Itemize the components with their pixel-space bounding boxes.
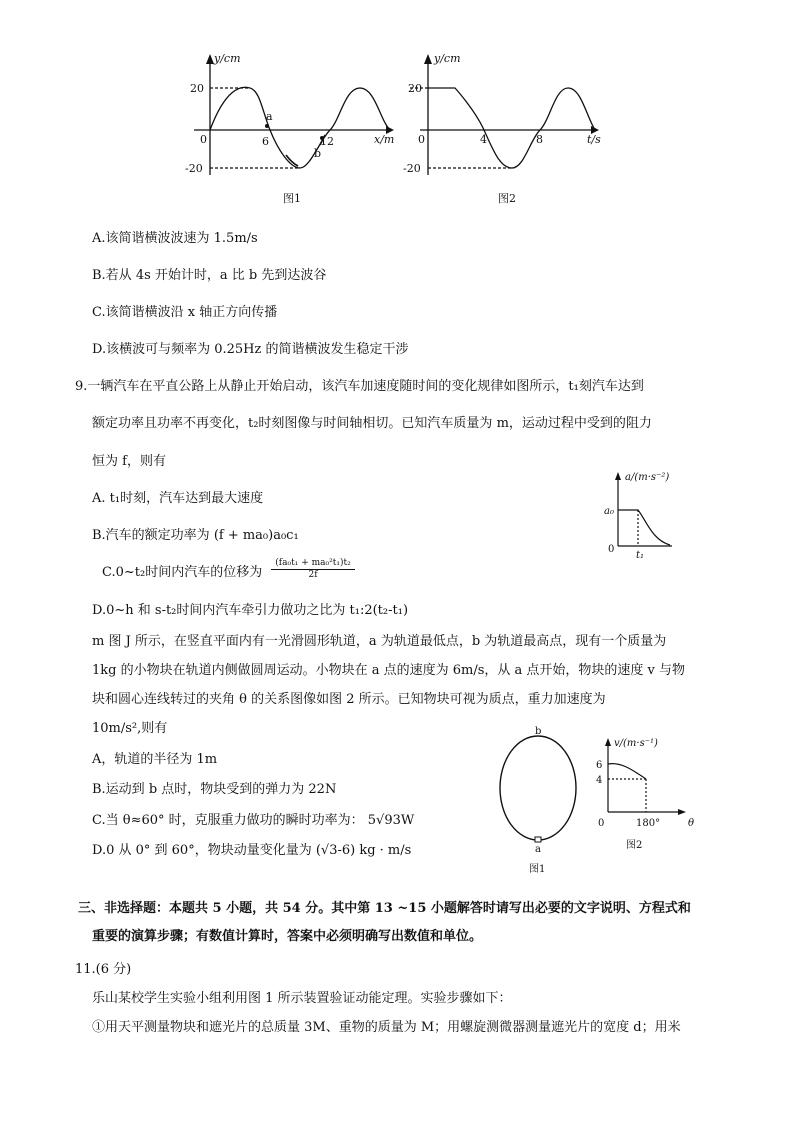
block	[535, 837, 541, 842]
fig2-caption: 图2	[498, 192, 516, 205]
point-a-dot	[265, 124, 269, 128]
a-axis-label: a/(m·s⁻²)	[625, 472, 670, 483]
point-b-label: b	[535, 726, 542, 737]
q10-stem-line4: 10m/s²,则有	[92, 721, 168, 736]
wave-graph-fig1	[180, 50, 400, 210]
q9-acceleration-graph	[596, 468, 706, 560]
circular-track	[500, 736, 576, 840]
q9-option-a: A. t₁时刻，汽车达到最大速度	[92, 491, 264, 506]
fig2-caption: 图2	[626, 840, 643, 851]
origin-label: 0	[200, 133, 207, 146]
y-tick-minus20: -20	[403, 162, 421, 175]
q8-option-b: B.若从 4s 开始计时，a 比 b 先到达波谷	[92, 268, 327, 283]
q10-option-c: C.当 θ≈60° 时，克服重力做功的瞬时功率为： 5√93W	[92, 813, 415, 828]
theta-axis-label: θ	[688, 818, 695, 829]
x-axis-label: x/m	[374, 133, 395, 146]
q10-circular-track-fig1	[492, 724, 592, 875]
q11-line2: ①用天平测量物块和遮光片的总质量 3M、重物的质量为 M；用螺旋测微器测量遮光片的宽度 d；用米	[92, 1020, 681, 1035]
t1-label: t₁	[636, 550, 645, 561]
point-a-label: a	[535, 844, 541, 855]
origin-label: 0	[608, 544, 615, 555]
q9-stem-line1: 9.一辆汽车在平直公路上从静止开始启动，该汽车加速度随时间的变化规律如图所示，t₁刻汽车达到	[75, 379, 644, 394]
point-b-label: b	[314, 147, 322, 160]
q8-option-a: A.该简谐横波波速为 1.5m/s	[92, 231, 258, 246]
origin-label: 0	[598, 818, 605, 829]
q11-title: 11.(6 分)	[75, 962, 132, 977]
fig1-caption: 图1	[283, 192, 301, 205]
q9-stem-line2: 额定功率且功率不再变化，t₂时刻图像与时间轴相切。已知汽车质量为 m，运动过程中受到的阻力	[92, 416, 652, 431]
q8-option-c: C.该简谐横波沿 x 轴正方向传播	[92, 305, 278, 320]
q8-option-d: D.该横波可与频率为 0.25Hz 的简谐横波发生稳定干涉	[92, 342, 409, 357]
y-tick-20: 20	[190, 82, 204, 95]
x-tick-12: 12	[320, 135, 334, 148]
section3-header-line1: 三、非选择题：本题共 5 小题，共 54 分。其中第 13 ~15 小题解答时请写出必要的文字说明、方程式和	[78, 901, 691, 916]
theta-tick-180: 180°	[636, 818, 661, 829]
t-tick-8: 8	[536, 133, 543, 146]
q10-stem-line1: m 图 J 所示，在竖直平面内有一光滑圆形轨道，a 为轨道最低点，b 为轨道最高点，现有一个质量为	[92, 634, 667, 649]
v-axis-label: v/(m·s⁻¹)	[614, 738, 658, 749]
v-tick-6: 6	[596, 760, 603, 771]
q9-stem-line3: 恒为 f，则有	[92, 454, 166, 469]
q9-option-c: C.0~t₂时间内汽车的位移为	[102, 565, 263, 580]
y-axis-label: y/cm	[434, 52, 461, 65]
vibration-graph-fig2	[400, 50, 610, 210]
t-tick-4: 4	[480, 133, 487, 146]
q10-option-d: D.0 从 0° 到 60°，物块动量变化量为 (√3-6) kg · m/s	[92, 843, 412, 858]
t-axis-label: t/s	[587, 133, 601, 146]
q10-stem-line2: 1kg 的小物块在轨道内侧做圆周运动。小物块在 a 点的速度为 6m/s，从 a 点开始，物块的速度 v 与物	[92, 663, 686, 678]
q9-option-b: B.汽车的额定功率为 (f + ma₀)a₀c₁	[92, 528, 299, 543]
origin-label: 0	[418, 133, 425, 146]
fig1-caption: 图1	[529, 864, 546, 875]
q10-option-a: A，轨道的半径为 1m	[92, 752, 218, 767]
q10-velocity-angle-fig2	[590, 734, 700, 854]
q9-option-c-fraction	[271, 558, 355, 581]
y-axis-label: y/cm	[214, 52, 241, 65]
section3-header-line2: 重要的演算步骤；有数值计算时，答案中必须明确写出数值和单位。	[92, 929, 483, 944]
q10-option-b: B.运动到 b 点时，物块受到的弹力为 22N	[92, 782, 337, 797]
y-tick-20: 20	[408, 82, 422, 95]
x-tick-6: 6	[262, 135, 269, 148]
q10-stem-line3: 块和圆心连线转过的夹角 θ 的关系图像如图 2 所示。已知物块可视为质点，重力加速度为	[92, 692, 606, 707]
fraction-numerator: (fa₀t₁ + ma₀²t₁)t₂	[275, 558, 351, 568]
q11-line1: 乐山某校学生实验小组利用图 1 所示装置验证动能定理。实验步骤如下：	[92, 991, 512, 1006]
point-a-label: a	[266, 110, 273, 123]
q9-option-d: D.0~h 和 s-t₂时间内汽车牵引力做功之比为 t₁:2(t₂-t₁)	[92, 603, 409, 618]
fraction-denominator: 2f	[271, 569, 355, 581]
a0-label: a₀	[604, 506, 614, 517]
v-tick-4: 4	[596, 775, 603, 786]
y-tick-minus20: -20	[185, 162, 203, 175]
